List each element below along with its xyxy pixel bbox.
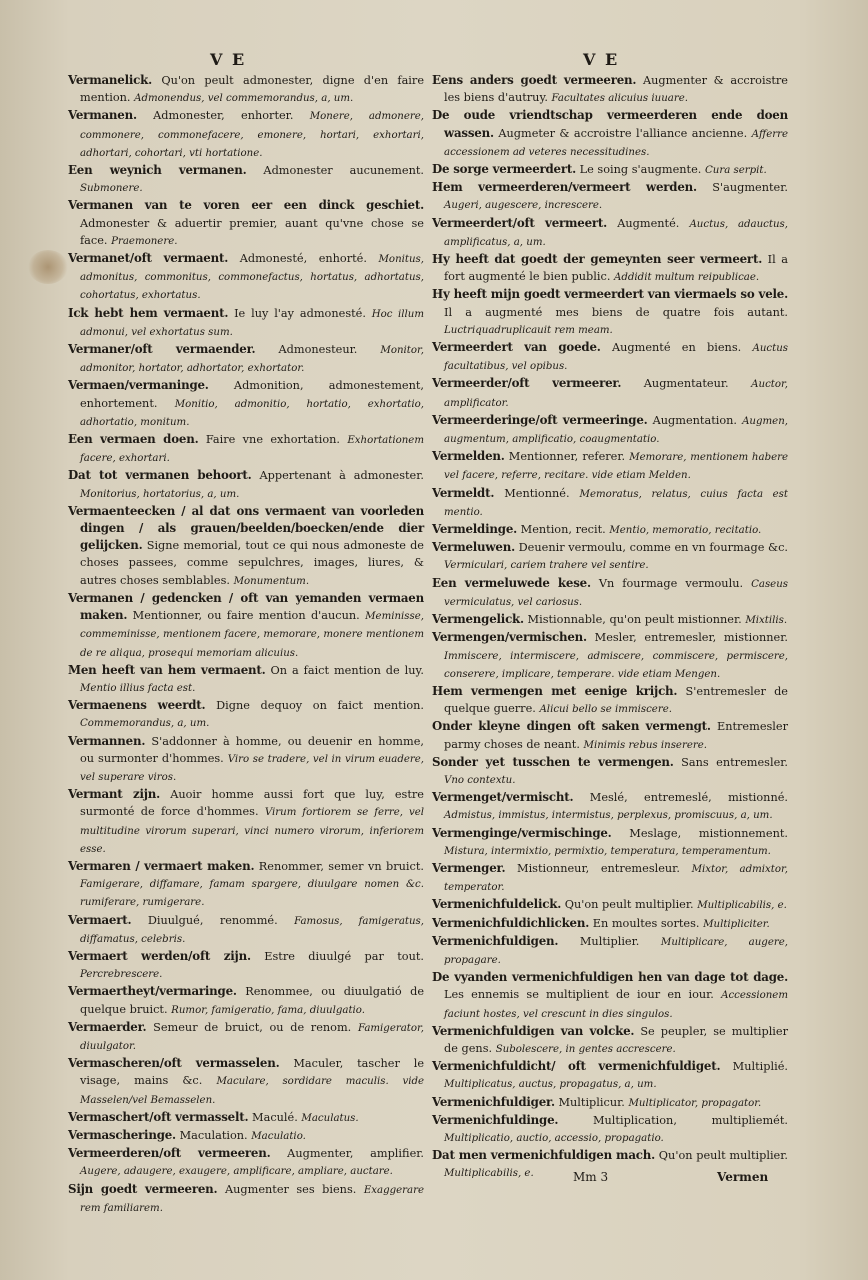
latin-gloss: Monere, admonere, commonere, commonefacere, emonere, hortari, exhortari, adhortari, cohortari, vti hortatione.	[80, 111, 424, 159]
latin-gloss: Augeri, augescere, increscere.	[444, 200, 603, 212]
headword: Vermeerderen/oft vermeeren.	[68, 1146, 271, 1161]
headword: Sonder yet tusschen te vermengen.	[432, 754, 674, 769]
headword: Vermenichfuldicht/ oft vermenichfuldiget.	[432, 1059, 721, 1074]
dictionary-entry	[68, 912, 424, 948]
latin-gloss: Multiplicatio, auctio, accessio, propagatio.	[444, 1132, 664, 1144]
dictionary-entry	[432, 521, 788, 539]
dictionary-entry	[68, 305, 424, 341]
dictionary-entry	[68, 662, 424, 697]
headword: Vermaner/oft vermaender.	[68, 342, 256, 357]
dictionary-entry	[432, 179, 788, 214]
french-gloss: S'augmenter.	[712, 181, 788, 195]
headword: Vermaenens weerdt.	[68, 698, 206, 713]
dictionary-entry	[432, 611, 788, 629]
latin-gloss: Cura serpit.	[704, 165, 767, 177]
latin-gloss: Multiplicator, propagator.	[628, 1097, 762, 1109]
dictionary-entry	[432, 412, 788, 448]
french-gloss: Signe memorial, tout ce qui nous admoneste de choses passees, comme sepulchres, images, liures, & autres choses semblables.	[80, 539, 424, 587]
latin-gloss: Mixtilis.	[745, 615, 788, 627]
latin-gloss: Augere, adaugere, exaugere, amplificare, ampliare, auctare.	[80, 1166, 393, 1178]
headword: Eens anders goedt vermeeren.	[432, 73, 637, 87]
dictionary-entry	[432, 375, 788, 411]
french-gloss: Maculer, tascher le visage, mains &c.	[80, 1057, 425, 1088]
french-gloss: Entremesler parmy choses de neant.	[444, 720, 788, 751]
latin-gloss: Admistus, immistus, intermistus, perplexus, promiscuus, a, um.	[444, 810, 773, 822]
dictionary-entry	[68, 341, 424, 377]
french-gloss: Estre diuulgé par tout.	[264, 949, 425, 963]
headword: Onder kleyne dingen oft saken vermengt.	[432, 719, 711, 734]
latin-gloss: Facultates alicuius iuuare.	[551, 93, 688, 105]
french-gloss: Sans entremesler.	[681, 755, 789, 769]
french-gloss: Augmenter ses biens.	[224, 1182, 357, 1196]
latin-gloss: Exhortationem facere, exhortari.	[80, 435, 424, 465]
headword: Vermeerdert/oft vermeert.	[432, 215, 608, 230]
catchword: Vermen	[717, 1170, 769, 1184]
dictionary-entry	[68, 948, 424, 983]
dictionary-entry	[68, 503, 424, 590]
french-gloss: Augmeter & accroistre l'alliance ancienne.	[498, 126, 748, 140]
latin-gloss: Multiplicare, augere, propagare.	[444, 936, 788, 966]
french-gloss: Auoir homme aussi fort que luy, estre surmonté de force d'hommes.	[80, 788, 424, 819]
french-gloss: Admonester aucunement.	[263, 164, 424, 178]
headword: Dat men vermenichfuldigen mach.	[432, 1148, 656, 1163]
headword: Vermenginge/vermischinge.	[432, 825, 612, 840]
dictionary-entry	[432, 933, 788, 969]
headword: Vermaertheyt/vermaringe.	[68, 984, 237, 999]
dictionary-entry	[68, 250, 424, 305]
french-gloss: Maculation.	[179, 1128, 248, 1142]
latin-gloss: Hoc illum admonui, vel exhortatus sum.	[80, 308, 424, 338]
french-gloss: Admonesté, enhorté.	[239, 252, 367, 266]
latin-gloss: Mentio, memoratio, recitatio.	[609, 525, 762, 537]
french-gloss: Augmentation.	[652, 413, 738, 427]
french-gloss: Augmenté.	[617, 216, 680, 230]
dictionary-entry	[432, 72, 788, 107]
headword: Vermeerder/oft vermeerer.	[432, 376, 622, 391]
french-gloss: Mesler, entremesler, mistionner.	[594, 631, 788, 645]
dictionary-entry	[432, 1023, 788, 1058]
dictionary-entry	[68, 1127, 424, 1145]
latin-gloss: Famosus, famigeratus, diffamatus, celebris.	[80, 915, 425, 945]
headword: Hem vermeerderen/vermeert werden.	[432, 180, 697, 195]
headword: Vermanen.	[68, 108, 137, 123]
french-gloss: Meslé, entremeslé, mistionné.	[589, 791, 788, 805]
latin-gloss: Luctriquadruplicauit rem meam.	[444, 324, 613, 336]
latin-gloss: Maculare, sordidare maculis. vide Masselen/vel Bemasselen.	[80, 1076, 425, 1106]
french-gloss: Qu'on peult admonester, digne d'en faire mention.	[80, 74, 425, 105]
french-gloss: Multiplicur.	[558, 1095, 625, 1109]
french-gloss: Il a fort augmenté le bien public.	[444, 253, 789, 284]
french-gloss: Qu'on peult multiplier.	[658, 1149, 788, 1163]
dictionary-entry	[432, 1058, 788, 1093]
headword: Een weynich vermanen.	[68, 163, 247, 178]
dictionary-entry	[432, 575, 788, 611]
headword: Vermaert.	[68, 912, 132, 927]
latin-gloss: Multiplicabilis, e.	[697, 900, 787, 912]
dictionary-entry	[68, 1055, 424, 1109]
headword: Vermeerderinge/oft vermeeringe.	[432, 412, 648, 427]
headword: Vermanet/oft vermaent.	[68, 251, 229, 266]
dictionary-entry	[68, 697, 424, 732]
dictionary-entry	[68, 431, 424, 467]
latin-gloss: Mentio illius facta est.	[80, 682, 196, 694]
dictionary-entry	[68, 858, 424, 912]
dictionary-entry	[432, 718, 788, 753]
dictionary-entry	[432, 789, 788, 824]
headword: De vyanden vermenichfuldigen hen van dage tot dage.	[432, 970, 788, 985]
latin-gloss: Vermiculari, cariem trahere vel sentire.	[444, 560, 649, 572]
dictionary-entry	[68, 162, 424, 197]
french-gloss: Ie luy l'ay admonesté.	[234, 306, 366, 320]
latin-gloss: Virum fortiorem se ferre, vel multitudine virorum superari, vinci numero virorum, inferiorem esse.	[80, 807, 424, 855]
french-gloss: Mentionné.	[504, 486, 570, 500]
french-gloss: Renommer, semer vn bruict.	[258, 859, 424, 873]
headword: Vermenichfuldigen.	[432, 933, 559, 948]
dictionary-entry	[68, 72, 424, 107]
headword: Vermascheren/oft vermasselen.	[68, 1056, 280, 1071]
french-gloss: Digne dequoy on faict mention.	[216, 699, 424, 713]
dictionary-entry	[68, 590, 424, 662]
right-column	[432, 72, 788, 1183]
headword: Dat tot vermanen behoort.	[68, 468, 252, 483]
french-gloss: Il a augmenté mes biens de quatre fois autant.	[444, 305, 788, 319]
headword: Vermenger.	[432, 860, 506, 875]
french-gloss: Admonester & aduertir premier, auant qu'vne chose se face.	[80, 216, 424, 247]
latin-gloss: Subolescere, in gentes accrescere.	[495, 1043, 676, 1055]
french-gloss: Mistionneur, entremesleur.	[517, 861, 680, 875]
headword: Vermenichfuldiger.	[432, 1094, 555, 1109]
latin-gloss: Monitorius, hortatorius, a, um.	[80, 488, 240, 500]
latin-gloss: Praemonere.	[111, 235, 178, 247]
dictionary-entry	[432, 825, 788, 860]
latin-gloss: Immiscere, intermiscere, admiscere, commiscere, permiscere, conserere, implicare, temperare. vide etiam Mengen.	[444, 650, 788, 680]
french-gloss: Semeur de bruict, ou de renom.	[153, 1020, 352, 1034]
headword: Vermenichfuldinge.	[432, 1112, 559, 1127]
dictionary-entry	[432, 629, 788, 683]
headword: Vermanen / gedencken / oft van yemanden vermaen maken.	[68, 590, 424, 623]
dictionary-entry	[432, 161, 788, 179]
latin-gloss: Minimis rebus inserere.	[583, 739, 708, 751]
latin-gloss: Monitor, admonitor, hortator, adhortator, exhortator.	[80, 345, 425, 375]
dictionary-entry	[432, 860, 788, 896]
headword: Vermengelick.	[432, 612, 524, 627]
latin-gloss: Monumentum.	[233, 575, 310, 587]
french-gloss: En moultes sortes.	[592, 916, 700, 930]
french-gloss: Multiplier.	[579, 934, 640, 948]
dictionary-entry	[68, 1109, 424, 1127]
headword: Een vermeluwede kese.	[432, 575, 591, 590]
signature-mark: Mm 3	[573, 1170, 609, 1184]
latin-gloss: Memoratus, relatus, cuius facta est mentio.	[444, 488, 789, 518]
latin-gloss: Addidit multum reipublicae.	[614, 272, 760, 284]
french-gloss: Augmenté en biens.	[611, 341, 742, 355]
left-column	[68, 72, 424, 1217]
dictionary-entry	[68, 1145, 424, 1180]
dictionary-entry	[432, 539, 788, 574]
headword: Vermengen/vermischen.	[432, 630, 587, 645]
latin-gloss: Percrebrescere.	[80, 969, 163, 981]
latin-gloss: Famigerator, diuulgator.	[80, 1022, 425, 1052]
dictionary-entry	[68, 107, 424, 162]
headword: Vermant zijn.	[68, 787, 161, 802]
running-head-left: V E	[210, 50, 247, 69]
dictionary-entry	[68, 786, 424, 858]
latin-gloss: Accessionem faciunt hostes, vel crescunt in dies singulos.	[444, 990, 788, 1020]
french-gloss: Meslage, mistionnement.	[629, 826, 788, 840]
dictionary-entry	[432, 754, 788, 789]
french-gloss: On a faict mention de luy.	[270, 663, 424, 677]
dictionary-entry	[432, 896, 788, 914]
french-gloss: Le soing s'augmente.	[579, 163, 702, 177]
french-gloss: Multiplication, multipliemét.	[592, 1113, 788, 1127]
dictionary-entry	[68, 467, 424, 502]
headword: De oude vriendtschap vermeerderen ende doen wassen.	[432, 108, 788, 140]
latin-gloss: Submonere.	[80, 183, 143, 195]
french-gloss: S'entremesler de quelque guerre.	[444, 684, 788, 716]
headword: Hy heeft mijn goedt vermeerdert van viermaels so vele.	[432, 287, 788, 302]
french-gloss: Mentionner, ou faire mention d'aucun.	[132, 609, 360, 623]
dictionary-entry	[432, 107, 788, 161]
dictionary-entry	[68, 983, 424, 1018]
headword: Hy heeft dat goedt der gemeynten seer vermeert.	[432, 252, 763, 267]
french-gloss: Admonition, admonestement, enhortement.	[80, 379, 424, 410]
headword: Vermanen van te voren eer een dinck geschiet.	[68, 198, 424, 213]
latin-gloss: Caseus vermiculatus, vel cariosus.	[444, 578, 788, 608]
latin-gloss: Multiplicatus, auctus, propagatus, a, um.	[444, 1079, 657, 1091]
latin-gloss: Mixtor, admixtor, temperator.	[444, 863, 788, 894]
dictionary-entry	[68, 1181, 424, 1217]
headword: Vermeldt.	[432, 485, 495, 500]
french-gloss: Vn fourmage vermoulu.	[598, 576, 744, 590]
french-gloss: Appertenant à admonester.	[259, 469, 424, 483]
headword: Sijn goedt vermeeren.	[68, 1181, 218, 1196]
latin-gloss: Auctus facultatibus, vel opibus.	[444, 343, 788, 373]
headword: Vermaen/vermaninge.	[68, 378, 209, 393]
dictionary-entry	[432, 251, 788, 286]
headword: Vermaerder.	[68, 1019, 147, 1034]
running-head-right: V E	[583, 50, 620, 69]
headword: Vermenget/vermischt.	[432, 790, 574, 805]
french-gloss: Renommee, ou diuulgatió de quelque bruict.	[80, 985, 424, 1016]
dictionary-entry	[432, 1112, 788, 1147]
french-gloss: Diuulgué, renommé.	[147, 913, 278, 927]
french-gloss: Qu'on peult multiplier.	[564, 898, 694, 912]
latin-gloss: Memorare, mentionem habere vel facere, referre, recitare. vide etiam Melden.	[444, 452, 789, 482]
latin-gloss: Rumor, famigeratio, fama, diuulgatio.	[171, 1004, 365, 1016]
paper-stain	[28, 250, 68, 284]
latin-gloss: Famigerare, diffamare, famam spargere, diuulgare nomen &c. rumiferare, rumigerare.	[80, 879, 424, 909]
latin-gloss: Viro se tradere, vel in virum euadere, vel superare viros.	[80, 753, 425, 783]
headword: Ick hebt hem vermaent.	[68, 305, 229, 320]
headword: Vermaren / vermaert maken.	[68, 858, 255, 873]
latin-gloss: Multiplicabilis, e.	[444, 1168, 534, 1180]
dictionary-entry	[432, 215, 788, 251]
french-gloss: Se peupler, se multiplier de gens.	[444, 1024, 789, 1055]
dictionary-entry	[68, 733, 424, 787]
headword: Vermelden.	[432, 449, 505, 464]
headword: Vermannen.	[68, 733, 146, 748]
dictionary-entry	[68, 377, 424, 431]
headword: Hem vermengen met eenige krijch.	[432, 683, 678, 698]
latin-gloss: Admonendus, vel commemorandus, a, um.	[134, 93, 354, 105]
headword: De sorge vermeerdert.	[432, 162, 577, 177]
dictionary-entry	[432, 683, 788, 718]
latin-gloss: Meminisse, commeminisse, mentionem facere, memorare, monere mentionem de re aliqua, prosequi memoriam alicuius.	[80, 611, 425, 659]
headword: Men heeft van hem vermaent.	[68, 662, 266, 677]
headword: Vermenichfuldigen van volcke.	[432, 1023, 635, 1038]
headword: Vermaenteecken / al dat ons vermaent van voorleden dingen / als grauen/beelden/boecken/ende dier gelijcken.	[68, 503, 424, 553]
latin-gloss: Multipliciter.	[703, 918, 770, 930]
french-gloss: Mentionner, referer.	[508, 450, 626, 464]
french-gloss: Mistionnable, qu'on peult mistionner.	[527, 613, 742, 627]
headword: Vermanelick.	[68, 73, 153, 87]
latin-gloss: Augmen, augmentum, amplificatio, coaugmentatio.	[444, 415, 789, 446]
latin-gloss: Afferre accessionem ad veteres necessitudines.	[444, 128, 789, 158]
latin-gloss: Vno contextu.	[444, 774, 516, 786]
headword: Vermeluwen.	[432, 540, 515, 555]
latin-gloss: Maculatio.	[251, 1130, 306, 1142]
french-gloss: Faire vne exhortation.	[205, 433, 340, 447]
dictionary-entry	[432, 969, 788, 1023]
dictionary-entry	[432, 485, 788, 521]
latin-gloss: Monitus, admonitus, commonitus, commonefactus, hortatus, adhortatus, cohortatus, exhortatus.	[80, 254, 425, 302]
dictionary-entry	[432, 448, 788, 484]
latin-gloss: Exaggerare rem familiarem.	[80, 1184, 425, 1214]
french-gloss: Mention, recit.	[520, 523, 606, 537]
latin-gloss: Auctus, adauctus, amplificatus, a, um.	[444, 218, 789, 248]
headword: Vermenichfuldichlicken.	[432, 915, 590, 930]
headword: Vermeldinge.	[432, 522, 518, 537]
french-gloss: Augmenter & accroistre les biens d'autruy.	[444, 74, 788, 105]
dictionary-entry	[432, 286, 788, 339]
french-gloss: Les ennemis se multiplient de iour en iour.	[444, 988, 714, 1002]
french-gloss: S'addonner à homme, ou deuenir en homme, ou surmonter d'hommes.	[80, 734, 424, 765]
french-gloss: Maculé.	[252, 1110, 298, 1124]
headword: Vermeerdert van goede.	[432, 340, 601, 355]
dictionary-entry	[432, 1094, 788, 1112]
french-gloss: Augmentateur.	[643, 377, 729, 391]
latin-gloss: Maculatus.	[301, 1112, 359, 1124]
dictionary-entry	[432, 915, 788, 933]
headword: Vermascheringe.	[68, 1127, 176, 1142]
headword: Vermenichfuldelick.	[432, 897, 562, 912]
french-gloss: Admonesteur.	[278, 343, 358, 357]
dictionary-entry	[68, 1019, 424, 1055]
french-gloss: Deuenir vermoulu, comme en vn fourmage &c.	[518, 541, 788, 555]
french-gloss: Multiplié.	[732, 1060, 788, 1074]
latin-gloss: Commemorandus, a, um.	[80, 718, 210, 730]
headword: Vermaschert/oft vermasselt.	[68, 1109, 249, 1124]
french-gloss: Admonester, enhorter.	[153, 109, 294, 123]
french-gloss: Augmenter, amplifier.	[287, 1147, 424, 1161]
latin-gloss: Auctor, amplificator.	[444, 379, 789, 409]
headword: Een vermaen doen.	[68, 432, 199, 447]
latin-gloss: Alicui bello se immiscere.	[539, 704, 672, 716]
dictionary-entry	[68, 197, 424, 250]
headword: Vermaert werden/oft zijn.	[68, 948, 251, 963]
latin-gloss: Monitio, admonitio, hortatio, exhortatio, adhortatio, monitum.	[80, 398, 424, 428]
latin-gloss: Mistura, intermixtio, permixtio, temperatura, temperamentum.	[444, 845, 771, 857]
dictionary-entry	[432, 339, 788, 375]
